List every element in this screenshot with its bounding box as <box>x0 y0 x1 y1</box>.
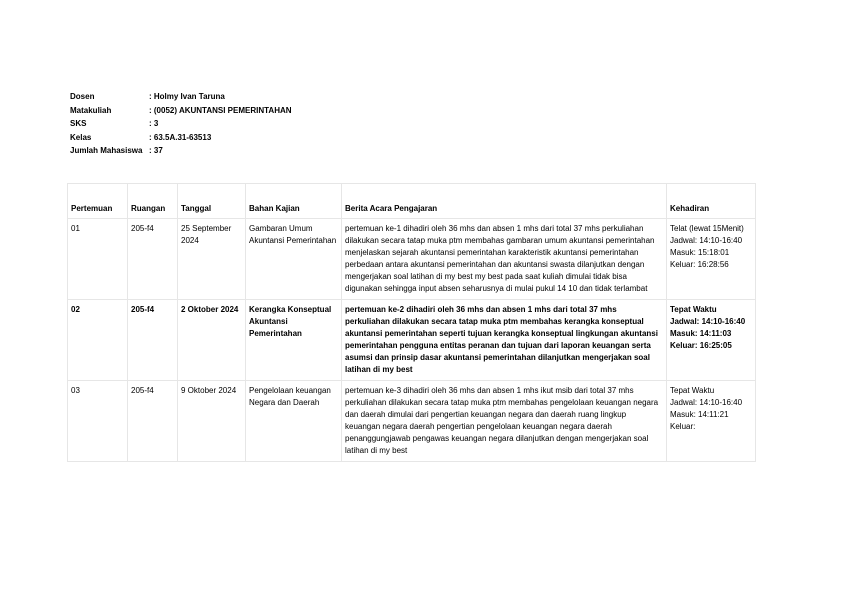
header-bahan: Bahan Kajian <box>246 184 342 219</box>
kehadiran-masuk: Masuk: 14:11:03 <box>670 329 732 338</box>
matakuliah-label: Matakuliah <box>70 105 112 115</box>
info-sks <box>70 117 292 131</box>
cell-berita: pertemuan ke-2 dihadiri oleh 36 mhs dan absen 1 mhs dari total 37 mhs perkuliahan dilakukan secara tatap muka ptm membahas kerangka konseptual akuntansi pemerintahan seperti tujuan kerangka konseptual lingkungan akuntansi pemerintahan pengguna entitas peranan dan tujuan dari laporan keuangan serta asumsi dan prinsip dasar akuntansi pemerintahan dilanjutkan mengerjakan soal latihan di my best <box>342 300 667 381</box>
cell-bahan: Pengelolaan keuangan Negara dan Daerah <box>246 381 342 462</box>
dosen-label: Dosen <box>70 92 95 101</box>
dosen-value: : Holmy Ivan Taruna <box>149 92 225 101</box>
kehadiran-keluar: Keluar: <box>670 422 696 431</box>
cell-kehadiran <box>667 381 756 462</box>
header-kehadiran: Kehadiran <box>667 184 756 219</box>
jumlah-value: : 37 <box>149 146 163 155</box>
cell-ruangan: 205-f4 <box>128 381 178 462</box>
table-header-row <box>68 184 756 219</box>
table-row <box>68 381 756 462</box>
kehadiran-jadwal: Jadwal: 14:10-16:40 <box>670 317 746 326</box>
header-pertemuan: Pertemuan <box>68 184 128 219</box>
kehadiran-keluar: Keluar: 16:28:56 <box>670 260 729 269</box>
info-jumlah <box>70 144 292 158</box>
table-row <box>68 219 756 300</box>
kehadiran-masuk: Masuk: 14:11:21 <box>670 410 729 419</box>
cell-ruangan: 205-f4 <box>128 300 178 381</box>
info-kelas <box>70 131 292 145</box>
kehadiran-jadwal: Jadwal: 14:10-16:40 <box>670 398 743 407</box>
sks-value: : 3 <box>149 119 159 128</box>
header-ruangan: Ruangan <box>128 184 178 219</box>
cell-tanggal: 25 September 2024 <box>178 219 246 300</box>
header-tanggal: Tanggal <box>178 184 246 219</box>
kehadiran-status: Tepat Waktu <box>670 386 715 395</box>
table-row <box>68 300 756 381</box>
sks-label: SKS <box>70 119 87 128</box>
kelas-label: Kelas <box>70 132 92 142</box>
cell-pertemuan: 02 <box>68 300 128 381</box>
cell-berita: pertemuan ke-3 dihadiri oleh 36 mhs dan absen 1 mhs ikut msib dari total 37 mhs perkuliahan dilakukan secara tatap muka ptm membahas pengelolaan keuangan negara dan daerah dimulai dari pengertian keuangan negara dan daerah ruang lingkup keuangan negara daerah pengertian pengelolaan keuangan negara daerah penanggungjawab pengawas keuangan negara dilanjutkan dengan mengerjakan soal latihan di my best <box>342 381 667 462</box>
cell-ruangan: 205-f4 <box>128 219 178 300</box>
info-dosen <box>70 90 292 104</box>
cell-bahan: Kerangka Konseptual Akuntansi Pemerintahan <box>246 300 342 381</box>
kehadiran-masuk: Masuk: 15:18:01 <box>670 248 730 257</box>
cell-bahan: Gambaran Umum Akuntansi Pemerintahan <box>246 219 342 300</box>
cell-tanggal: 2 Oktober 2024 <box>178 300 246 381</box>
matakuliah-value: : (0052) AKUNTANSI PEMERINTAHAN <box>149 105 292 115</box>
cell-kehadiran <box>667 300 756 381</box>
attendance-table <box>67 183 756 462</box>
cell-berita: pertemuan ke-1 dihadiri oleh 36 mhs dan absen 1 mhs dari total 37 mhs perkuliahan dilakukan secara tatap muka ptm membahas gambaran umum akuntansi pemerintahan menjelaskan sejarah akuntansi pemerintahan karakteristik akuntansi pemerintahan perbedaan antara akuntansi pemerintahan dan akuntansi swasta dilanjutkan dengan mengerjakan soal latihan di my best my best pada saat kuliah dimulai tidak bisa digunakan sehingga input absen seharusnya di mulai pukul 14 10 dan tidak terlambat <box>342 219 667 300</box>
header-berita: Berita Acara Pengajaran <box>342 184 667 219</box>
jumlah-label: Jumlah Mahasiswa <box>70 146 143 155</box>
cell-tanggal: 9 Oktober 2024 <box>178 381 246 462</box>
kehadiran-keluar: Keluar: 16:25:05 <box>670 341 732 350</box>
kehadiran-status: Tepat Waktu <box>670 305 717 314</box>
info-matakuliah <box>70 104 292 118</box>
cell-kehadiran <box>667 219 756 300</box>
course-info <box>70 90 292 158</box>
cell-pertemuan: 01 <box>68 219 128 300</box>
kelas-value: : 63.5A.31-63513 <box>149 132 212 142</box>
kehadiran-status: Telat (lewat 15Menit) <box>670 224 744 233</box>
kehadiran-jadwal: Jadwal: 14:10-16:40 <box>670 236 743 245</box>
cell-pertemuan: 03 <box>68 381 128 462</box>
